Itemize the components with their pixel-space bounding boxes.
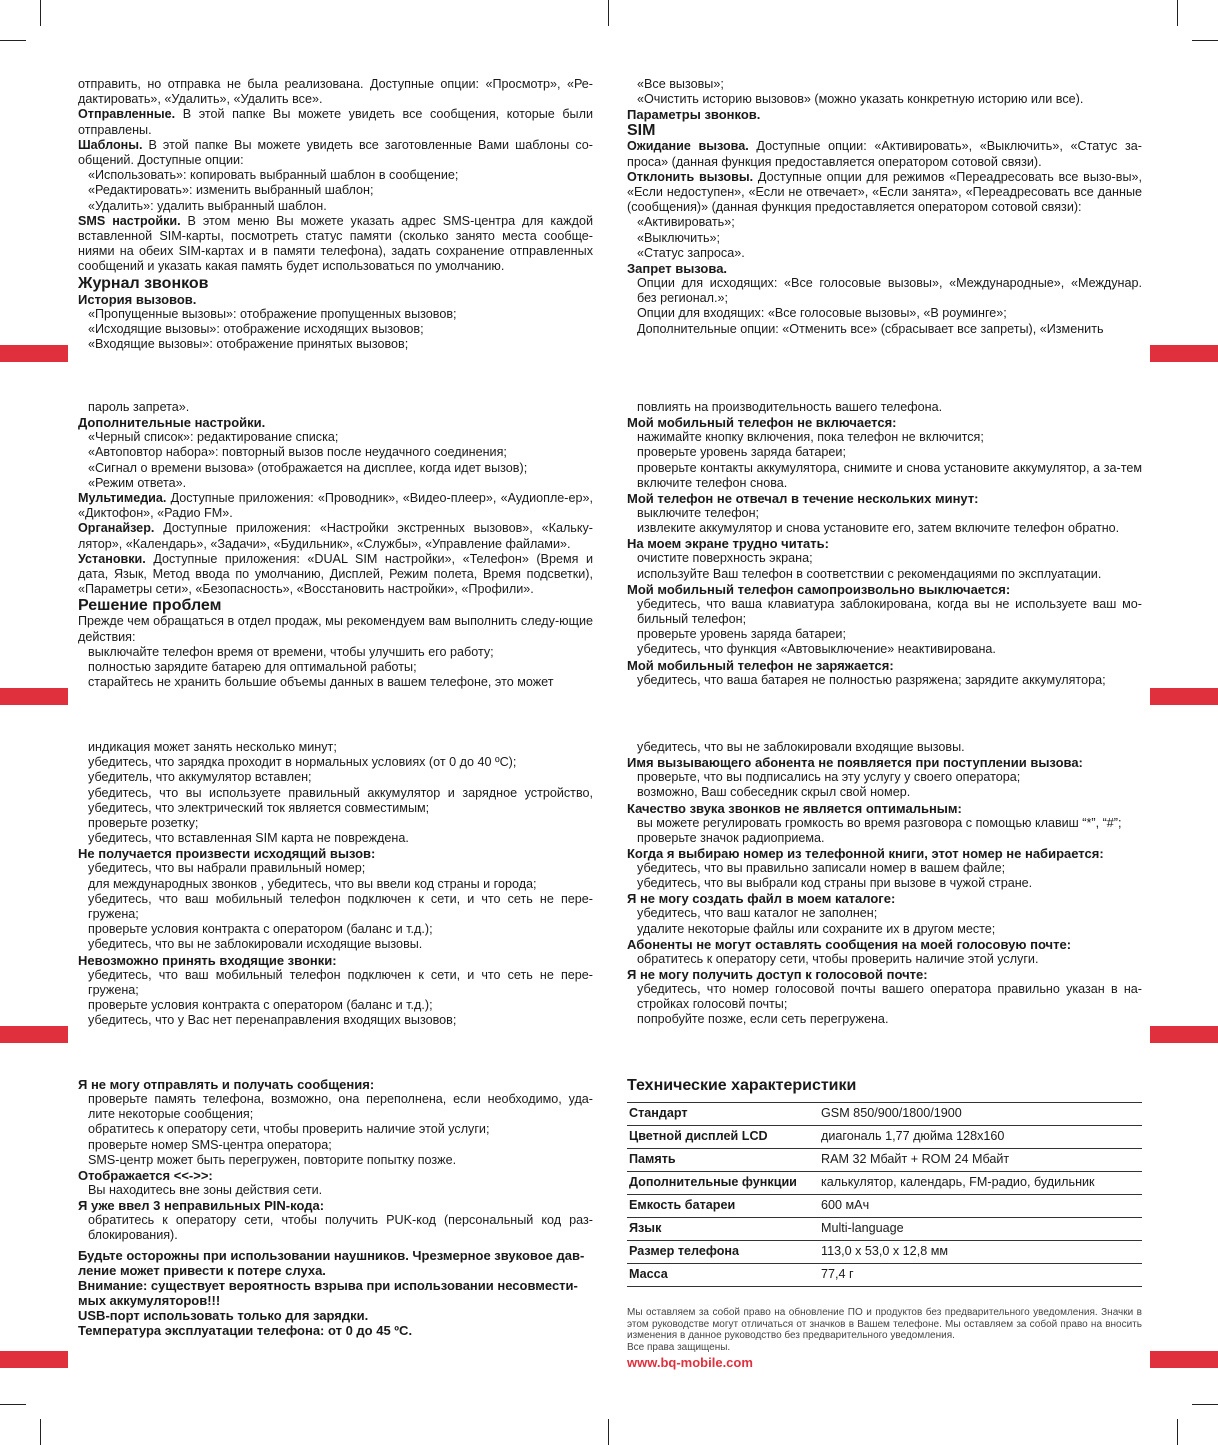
list-item: полностью зарядите батарею для оптимальной работы;	[88, 660, 417, 675]
table-row	[627, 1218, 1142, 1241]
disclaimer: Мы оставляем за собой право на обновление ПО и продуктов без предварительного уведомления. Значки в этом руководстве могут отличаться от значков в Вашем телефоне. Мы оставляем за собой право на вносить изменения в данное руководство без предварительного уведомления.	[627, 1307, 1142, 1341]
table-row	[627, 1126, 1142, 1149]
list-item: используйте Ваш телефон в соответствии с рекомендациями по эксплуатации.	[637, 566, 1102, 581]
subheading: Мой мобильный телефон не включается:	[627, 415, 897, 431]
subheading: Мой мобильный телефон не заряжается:	[627, 657, 894, 673]
list-item: старайтесь не хранить большие объемы данных в вашем телефоне, это может	[88, 675, 554, 690]
list-item: проверьте розетку;	[88, 816, 199, 831]
list-item: обратитесь к оператору сети, чтобы проверить наличие этой услуги;	[88, 1122, 490, 1137]
subheading: Я не могу отправлять и получать сообщения:	[78, 1077, 375, 1092]
rights-notice: Все права защищены.	[627, 1341, 731, 1353]
spec-key: Память	[627, 1149, 819, 1172]
spec-key: Емкость батареи	[627, 1195, 819, 1218]
list-item: проверьте условия контракта с оператором (баланс и т.д.);	[88, 998, 433, 1013]
list-item: Опции для входящих: «Все голосовые вызовы», «В роуминге»;	[637, 306, 1007, 321]
list-item: убедитесь, что вы правильно записали номер в вашем файле;	[637, 861, 1006, 876]
list-item: Дополнительные опции: «Отменить все» (сбрасывает все запреты), «Изменить	[637, 321, 1104, 336]
warning: Температура эксплуатации телефона: от 0 до 45 ºC.	[78, 1322, 413, 1338]
spec-key: Размер телефона	[627, 1241, 819, 1264]
list-item: «Активировать»;	[637, 215, 735, 230]
list-item: убедитесь, что вы используете правильный аккумулятор и зарядное устройство, убедитесь, что электрический ток является совместимым;	[88, 785, 593, 815]
panel-troubleshooting-3	[627, 740, 1142, 1028]
list-item: «Пропущенные вызовы»: отображение пропущенных вызовов;	[88, 306, 457, 321]
list-item: убедитесь, что функция «Автовыключение» неактивирована.	[637, 642, 996, 657]
spec-value: 600 мАч	[819, 1195, 1142, 1218]
red-marker	[0, 688, 68, 705]
paragraph: отправить, но отправка не была реализована. Доступные опции: «Просмотр», «Ре-дактировать», «Удалить», «Удалить все».	[78, 77, 593, 107]
list-item: выключайте телефон время от времени, чтобы улучшить его работу;	[88, 644, 494, 659]
subheading: Невозможно принять входящие звонки:	[78, 952, 337, 968]
list-item: проверьте память телефона, возможно, она переполнена, если необходимо, уда-лите некоторые сообщения;	[88, 1092, 593, 1122]
list-item: нажимайте кнопку включения, пока телефон не включится;	[637, 430, 984, 445]
paragraph: Органайзер. Доступные приложения: «Настройки экстренных вызовов», «Кальку-лятор», «Календарь», «Задачи», «Будильник», «Службы», «Управление файлами».	[78, 521, 593, 551]
list-item: «Все вызовы»;	[637, 77, 724, 91]
list-item: проверьте уровень заряда батареи;	[637, 445, 846, 460]
list-item: удалите некоторые файлы или сохраните их в другом месте;	[637, 921, 996, 936]
subheading: Отображается <<->>:	[78, 1168, 213, 1184]
panel-call-settings	[627, 77, 1142, 337]
paragraph: Ожидание вызова. Доступные опции: «Активировать», «Выключить», «Статус за-проса» (данная функция предоставляется оператором сотовой связи).	[627, 139, 1142, 169]
subheading: На моем экране трудно читать:	[627, 536, 829, 552]
subheading: История вызовов.	[78, 291, 197, 307]
list-item: убедитесь, что вы выбрали код страны при вызове в чужой стране.	[637, 876, 1033, 891]
list-item: «Выключить»;	[637, 230, 721, 245]
spec-key: Язык	[627, 1218, 819, 1241]
warning: Будьте осторожны при использовании наушников. Чрезмерное звуковое дав-ление может привести к потере слуха.	[78, 1247, 585, 1278]
paragraph: Отклонить вызовы. Доступные опции для режимов «Переадресовать все вызо-вы», «Если недоступен», «Если не отвечает», «Если занята», «Переадресовать все данные (сообщения)» (данная функция предоставляется оператором сотовой связи):	[627, 169, 1142, 215]
list-item: «Входящие вызовы»: отображение принятых вызовов;	[88, 337, 409, 352]
crop-mark	[1192, 1404, 1218, 1405]
section-heading: Технические характеристики	[627, 1077, 857, 1094]
list-item: «Использовать»: копировать выбранный шаблон в сообщение;	[88, 168, 459, 183]
subheading: Мой мобильный телефон самопроизвольно выключается:	[627, 581, 1011, 597]
table-row	[627, 1149, 1142, 1172]
crop-mark	[1177, 0, 1178, 26]
list-item: убедитесь, что ваш мобильный телефон подключен к сети, и что сеть не пере-гружена;	[88, 967, 593, 997]
table-row	[627, 1195, 1142, 1218]
paragraph: Мультимедиа. Доступные приложения: «Проводник», «Видео-плеер», «Аудиопле-ер», «Диктофон», «Радио FM».	[78, 491, 593, 521]
crop-mark	[1192, 40, 1218, 41]
table-row	[627, 1264, 1142, 1287]
paragraph: Отправленные. В этой папке Вы можете увидеть все сообщения, которые были отправлены.	[78, 107, 593, 137]
paragraph: Прежде чем обращаться в отдел продаж, мы рекомендуем вам выполнить следу-ющие действия:	[78, 614, 593, 644]
list-item: проверьте уровень заряда батареи;	[637, 627, 846, 642]
list-item: проверьте номер SMS-центра оператора;	[88, 1137, 332, 1152]
subheading: Параметры звонков.	[627, 107, 761, 123]
spec-key: Цветной дисплей LCD	[627, 1126, 819, 1149]
red-marker	[1150, 1026, 1218, 1043]
list-item: очистите поверхность экрана;	[637, 551, 813, 566]
red-marker	[1150, 688, 1218, 705]
list-item: Вы находитесь вне зоны действия сети.	[88, 1183, 323, 1198]
subheading: Мой телефон не отвечал в течение нескольких минут:	[627, 491, 979, 507]
spec-value: RAM 32 Мбайт + ROM 24 Мбайт	[819, 1149, 1142, 1172]
red-marker	[0, 1026, 68, 1043]
paragraph: Шаблоны. В этой папке Вы можете увидеть все заготовленные Вами шаблоны со-общений. Доступные опции:	[78, 137, 593, 168]
list-item: «Сигнал о времени вызова» (отображается на дисплее, когда идет вызов);	[88, 460, 528, 475]
paragraph: SMS настройки. В этом меню Вы можете указать адрес SMS-центра для каждой вставленной SIM-карты, посмотреть статус памяти (сколько занято места сообще-ниями на обеих SIM-картах и в памяти телефона), задать сохранение отправленных сообщений и указать какая память будет использоваться по умолчанию.	[78, 213, 593, 274]
list-item: убедитесь, что ваша клавиатура заблокирована, когда вы не используете ваш мо-бильный телефон;	[637, 596, 1142, 627]
subheading: Я не могу получить доступ к голосовой почте:	[627, 967, 928, 983]
crop-mark	[40, 0, 41, 26]
list-item: проверьте контакты аккумулятора, снимите и снова установите аккумулятор, а за-тем включите телефон снова.	[637, 460, 1142, 490]
red-marker	[0, 345, 68, 362]
subheading: Имя вызывающего абонента не появляется при поступлении вызова:	[627, 755, 1083, 771]
list-item: обратитесь к оператору сети, чтобы получить PUK-код (персональный код раз-блокирования).	[88, 1213, 593, 1243]
list-item: Опции для исходящих: «Все голосовые вызовы», «Международные», «Междунар. без регионал.»;	[637, 276, 1142, 306]
list-item: «Режим ответа».	[88, 475, 187, 490]
paragraph: Установки. Доступные приложения: «DUAL SIM настройки», «Телефон» (Время и дата, Язык, Метод ввода по умолчанию, Дисплей, Режим полета, Время подсветки), «Параметры сети», «Безопасность», «Восстановить настройки», «Профили».	[78, 551, 593, 597]
list-item: убедитесь, что номер голосовой почты вашего оператора правильно указан в на-стройках голосовй почты;	[637, 982, 1142, 1012]
spec-key: Стандарт	[627, 1103, 819, 1126]
list-item: вы можете регулировать громкость во время разговора с помощью клавиш “*”, “#”;	[637, 815, 1122, 830]
red-marker	[1150, 1351, 1218, 1368]
list-item: извлеките аккумулятор и снова установите его, затем включите телефон обратно.	[637, 521, 1120, 536]
spec-value: калькулятор, календарь, FM-радио, будильник	[819, 1172, 1142, 1195]
list-item: «Черный список»: редактирование списка;	[88, 430, 339, 445]
website-link[interactable]: www.bq-mobile.com	[627, 1355, 753, 1370]
list-item: проверьте условия контракта с оператором (баланс и т.д.);	[88, 922, 433, 937]
list-item: «Исходящие вызовы»: отображение исходящих вызовов;	[88, 321, 424, 336]
list-item: убедитесь, что вы набрали правильный номер;	[88, 861, 366, 876]
list-item: убедитесь, что ваш мобильный телефон подключен к сети, и что сеть не пере-гружена;	[88, 891, 593, 922]
subheading: Я уже ввел 3 неправильных PIN-кода:	[78, 1198, 325, 1214]
list-item: попробуйте позже, если сеть перегружена.	[637, 1012, 889, 1027]
table-row	[627, 1103, 1142, 1126]
list-item: возможно, Ваш собеседник скрыл свой номер.	[637, 785, 911, 800]
list-item: убедитель, что аккумулятор вставлен;	[88, 770, 312, 785]
spec-value: GSM 850/900/1800/1900	[819, 1103, 1142, 1126]
panel-troubleshooting-1	[627, 400, 1142, 688]
list-item: проверьте, что вы подписались на эту услугу у своего оператора;	[637, 770, 1021, 785]
list-item: «Статус запроса».	[637, 245, 745, 260]
spec-table	[627, 1102, 1142, 1287]
subheading: Качество звука звонков не является оптимальным:	[627, 800, 962, 816]
list-item: «Очистить историю вызовов» (можно указать конкретную историю или все).	[637, 92, 1084, 107]
crop-mark	[1177, 1419, 1178, 1445]
section-heading: Журнал звонков	[78, 274, 209, 292]
panel-messages	[78, 77, 593, 352]
list-item: пароль запрета».	[88, 400, 190, 414]
list-item: убедитесь, что вставленная SIM карта не повреждена.	[88, 831, 409, 846]
warning: Внимание: существует вероятность взрыва при использовании несовмести-мых аккумуляторов!!!	[78, 1277, 578, 1308]
list-item: выключите телефон;	[637, 506, 760, 521]
crop-mark	[608, 1419, 609, 1445]
section-heading: Решение проблем	[78, 597, 222, 615]
list-item: индикация может занять несколько минут;	[88, 740, 337, 754]
list-item: убедитесь, что ваша батарея не полностью разряжена; зарядите аккумулятора;	[637, 672, 1106, 687]
warning: USB-порт использовать только для зарядки.	[78, 1307, 369, 1323]
list-item: убедитесь, что вы не заблокировали исходящие вызовы.	[88, 937, 423, 952]
panel-troubleshooting-2	[78, 740, 593, 1028]
subheading: Не получается произвести исходящий вызов:	[78, 846, 376, 862]
subheading: Запрет вызова.	[627, 261, 728, 277]
subheading: Я не могу создать файл в моем каталоге:	[627, 891, 896, 907]
crop-mark	[40, 1419, 41, 1445]
spec-value: 113,0 x 53,0 x 12,8 мм	[819, 1241, 1142, 1264]
list-item: обратитесь к оператору сети, чтобы проверить наличие этой услуги.	[637, 951, 1039, 966]
list-item: убедитесь, что вы не заблокировали входящие вызовы.	[637, 740, 965, 754]
spec-key: Масса	[627, 1264, 819, 1287]
crop-mark	[608, 0, 609, 26]
spec-key: Дополнительные функции	[627, 1172, 819, 1195]
subheading: Дополнительные настройки.	[78, 415, 266, 431]
spec-value: диагональ 1,77 дюйма 128x160	[819, 1126, 1142, 1149]
spec-value: Multi-language	[819, 1218, 1142, 1241]
panel-troubleshooting-4	[78, 1077, 593, 1338]
list-item: убедитесь, что зарядка проходит в нормальных условиях (от 0 до 40 ºC);	[88, 755, 517, 770]
list-item: «Удалить»: удалить выбранный шаблон.	[88, 198, 327, 213]
red-marker	[1150, 345, 1218, 362]
list-item: SMS-центр может быть перегружен, повторите попытку позже.	[88, 1152, 457, 1167]
panel-settings-troubleshooting	[78, 400, 593, 690]
table-row	[627, 1172, 1142, 1195]
crop-mark	[0, 40, 26, 41]
subheading: Когда я выбираю номер из телефонной книги, этот номер не набирается:	[627, 846, 1104, 862]
list-item: проверьте значок радиоприема.	[637, 830, 825, 845]
table-row	[627, 1241, 1142, 1264]
spec-value: 77,4 г	[819, 1264, 1142, 1287]
list-item: убедитесь, что ваш каталог не заполнен;	[637, 906, 878, 921]
list-item: «Автоповтор набора»: повторный вызов после неудачного соединения;	[88, 445, 507, 460]
list-item: убедитесь, что у Вас нет перенаправления входящих вызовов;	[88, 1013, 457, 1028]
red-marker	[0, 1351, 68, 1368]
section-heading: SIM	[627, 122, 656, 140]
panel-specifications	[627, 1077, 1142, 1370]
list-item: «Редактировать»: изменить выбранный шаблон;	[88, 183, 374, 198]
list-item: для международных звонков , убедитесь, что вы ввели код страны и города;	[88, 876, 537, 891]
subheading: Абоненты не могут оставлять сообщения на моей голосовую почте:	[627, 936, 1072, 952]
list-item: повлиять на производительность вашего телефона.	[637, 400, 943, 414]
crop-mark	[0, 1404, 26, 1405]
